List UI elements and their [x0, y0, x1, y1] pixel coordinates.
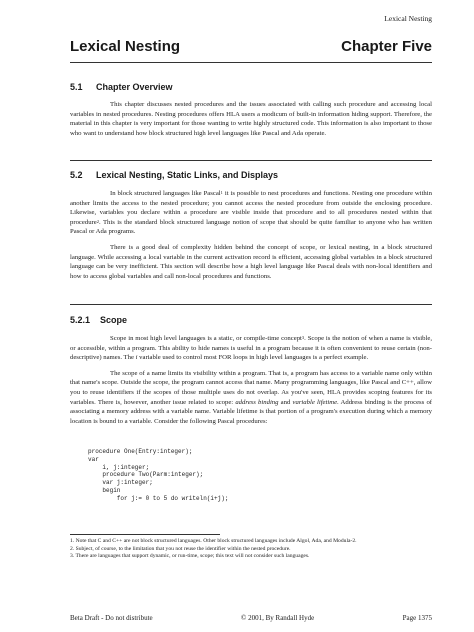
footnotes [70, 538, 432, 561]
running-head: Lexical Nesting [384, 14, 432, 23]
page-number: Page 1375 [402, 614, 432, 622]
section-number: 5.2.1 [70, 315, 91, 325]
section-5-2-body [70, 189, 432, 281]
text-run: Scope in most high level languages is a static, or compile-time concept [110, 335, 302, 342]
section-number: 5.2 [70, 170, 83, 180]
section-title: Lexical Nesting, Static Links, and Displays [96, 170, 279, 180]
code-line: procedure One(Entry:integer); [88, 448, 193, 455]
footer-center: © 2001, By Randall Hyde [241, 614, 315, 622]
code-line: for j:= 0 to 5 do writeln(i+j); [88, 494, 229, 502]
chapter-rule [70, 62, 432, 63]
text-run: The scope of a name limits its visibility within a program. That is, a program has access to a variable name only within that name's scope. Outside the scope, the program cannot access that name. Many programming languages, like Pascal and C++, allow you to reuse identifiers if the scopes of those multiple uses do not overlap. As you've seen, HLA provides scoping features for its variables. There is, however, another issue related to scope: [70, 369, 432, 406]
text-run: address binding [235, 398, 279, 406]
chapter-heading [70, 38, 432, 55]
section-number: 5.1 [70, 82, 83, 92]
text-run: In block structured languages like Pascal [110, 190, 221, 197]
section-rule [70, 160, 432, 161]
footer-left: Beta Draft - Do not distribute [70, 614, 153, 622]
paragraph [70, 334, 432, 363]
section-title: Scope [100, 315, 128, 325]
code-line: begin [88, 486, 121, 494]
chapter-label: Chapter Five [341, 38, 432, 55]
text-run: . This is the standard block structured language notion of scope that should be quite familiar to anyone who has written Pascal or Ada programs. [70, 218, 432, 236]
section-title: Chapter Overview [96, 82, 173, 92]
code-listing [88, 448, 228, 503]
footnote-2: 2. Subject, of course, to the limitation that you not reuse the identifier within the nested procedure. [70, 545, 291, 552]
paragraph [70, 189, 432, 237]
text-run: and [278, 398, 293, 406]
text-run: variable used to control most FOR loops in high level languages is a perfect example. [137, 354, 369, 362]
section-5-1-body [70, 100, 432, 138]
footnote-ref: 3 [301, 335, 305, 340]
paragraph [70, 369, 432, 427]
section-5-1-heading [70, 82, 173, 92]
text-run: . Scope is the notion of when a name is visible, or accessible, within a program. This ability to hide names is useful in a program because it is often convenient to reuse certain (non-descriptive) names. The [70, 335, 432, 362]
section-5-2-1-body [70, 334, 432, 426]
text-run: variable lifetime [292, 398, 338, 406]
section-5-2-1-heading [70, 315, 127, 325]
footnote-ref: 2 [96, 218, 99, 224]
text-run: i [135, 354, 138, 362]
section-5-2-heading [70, 170, 278, 180]
footnote-1: 1. Note that C and C++ are not block structured languages. Other block structured languages include Algol, Ada, and Modula-2. [70, 538, 357, 544]
code-line: i, j:integer; [88, 463, 150, 471]
code-line: procedure Two(Parm:integer); [88, 471, 204, 479]
code-line: var j:integer; [88, 479, 153, 487]
code-line: var [88, 455, 99, 463]
footnote-3: 3. There are languages that support dynamic, or run-time, scope; this text will not consider such languages. [70, 553, 310, 560]
footnote-ref: 1 [220, 190, 223, 195]
text-run: it is possible to nest procedures and functions. Nesting one procedure within another limits the access to the nested procedure; you cannot access the nested procedure from outside the enclosing procedure. Likewise, variables you declare within a procedure are visible inside that procedure and to all procedures nested within that procedure [70, 190, 432, 226]
chapter-title: Lexical Nesting [70, 38, 181, 55]
text-run: . Address binding is the process of associating a memory address with a variable name. Variable lifetime is that portion of a program's execution during which a memory location is bound to a variable. Consider the following Pascal procedures: [70, 398, 433, 425]
footnote-rule [70, 534, 220, 535]
section-rule [70, 304, 432, 305]
page-footer [70, 614, 432, 622]
paragraph: This chapter discusses nested procedures and the issues associated with calling such procedure and accessing local variables in nested procedures. Nesting procedures offers HLA users a modicum of built-in information hiding support. Therefore, the material in this chapter is very important for those wanting to write highly structured code. This information is also important to those who want to understand how block structured high level languages like Pascal and Ada operate. [70, 101, 432, 137]
paragraph: There is a good deal of complexity hidden behind the concept of scope, or lexical nesting, in a block structured language. While accessing a local variable in the current activation record is efficient, accessing global variables in a block structured language can be very inefficient. This section will describe how a high level language like Pascal deals with non-local identifiers and how to access global variables and call non-local procedures and functions. [70, 243, 432, 280]
